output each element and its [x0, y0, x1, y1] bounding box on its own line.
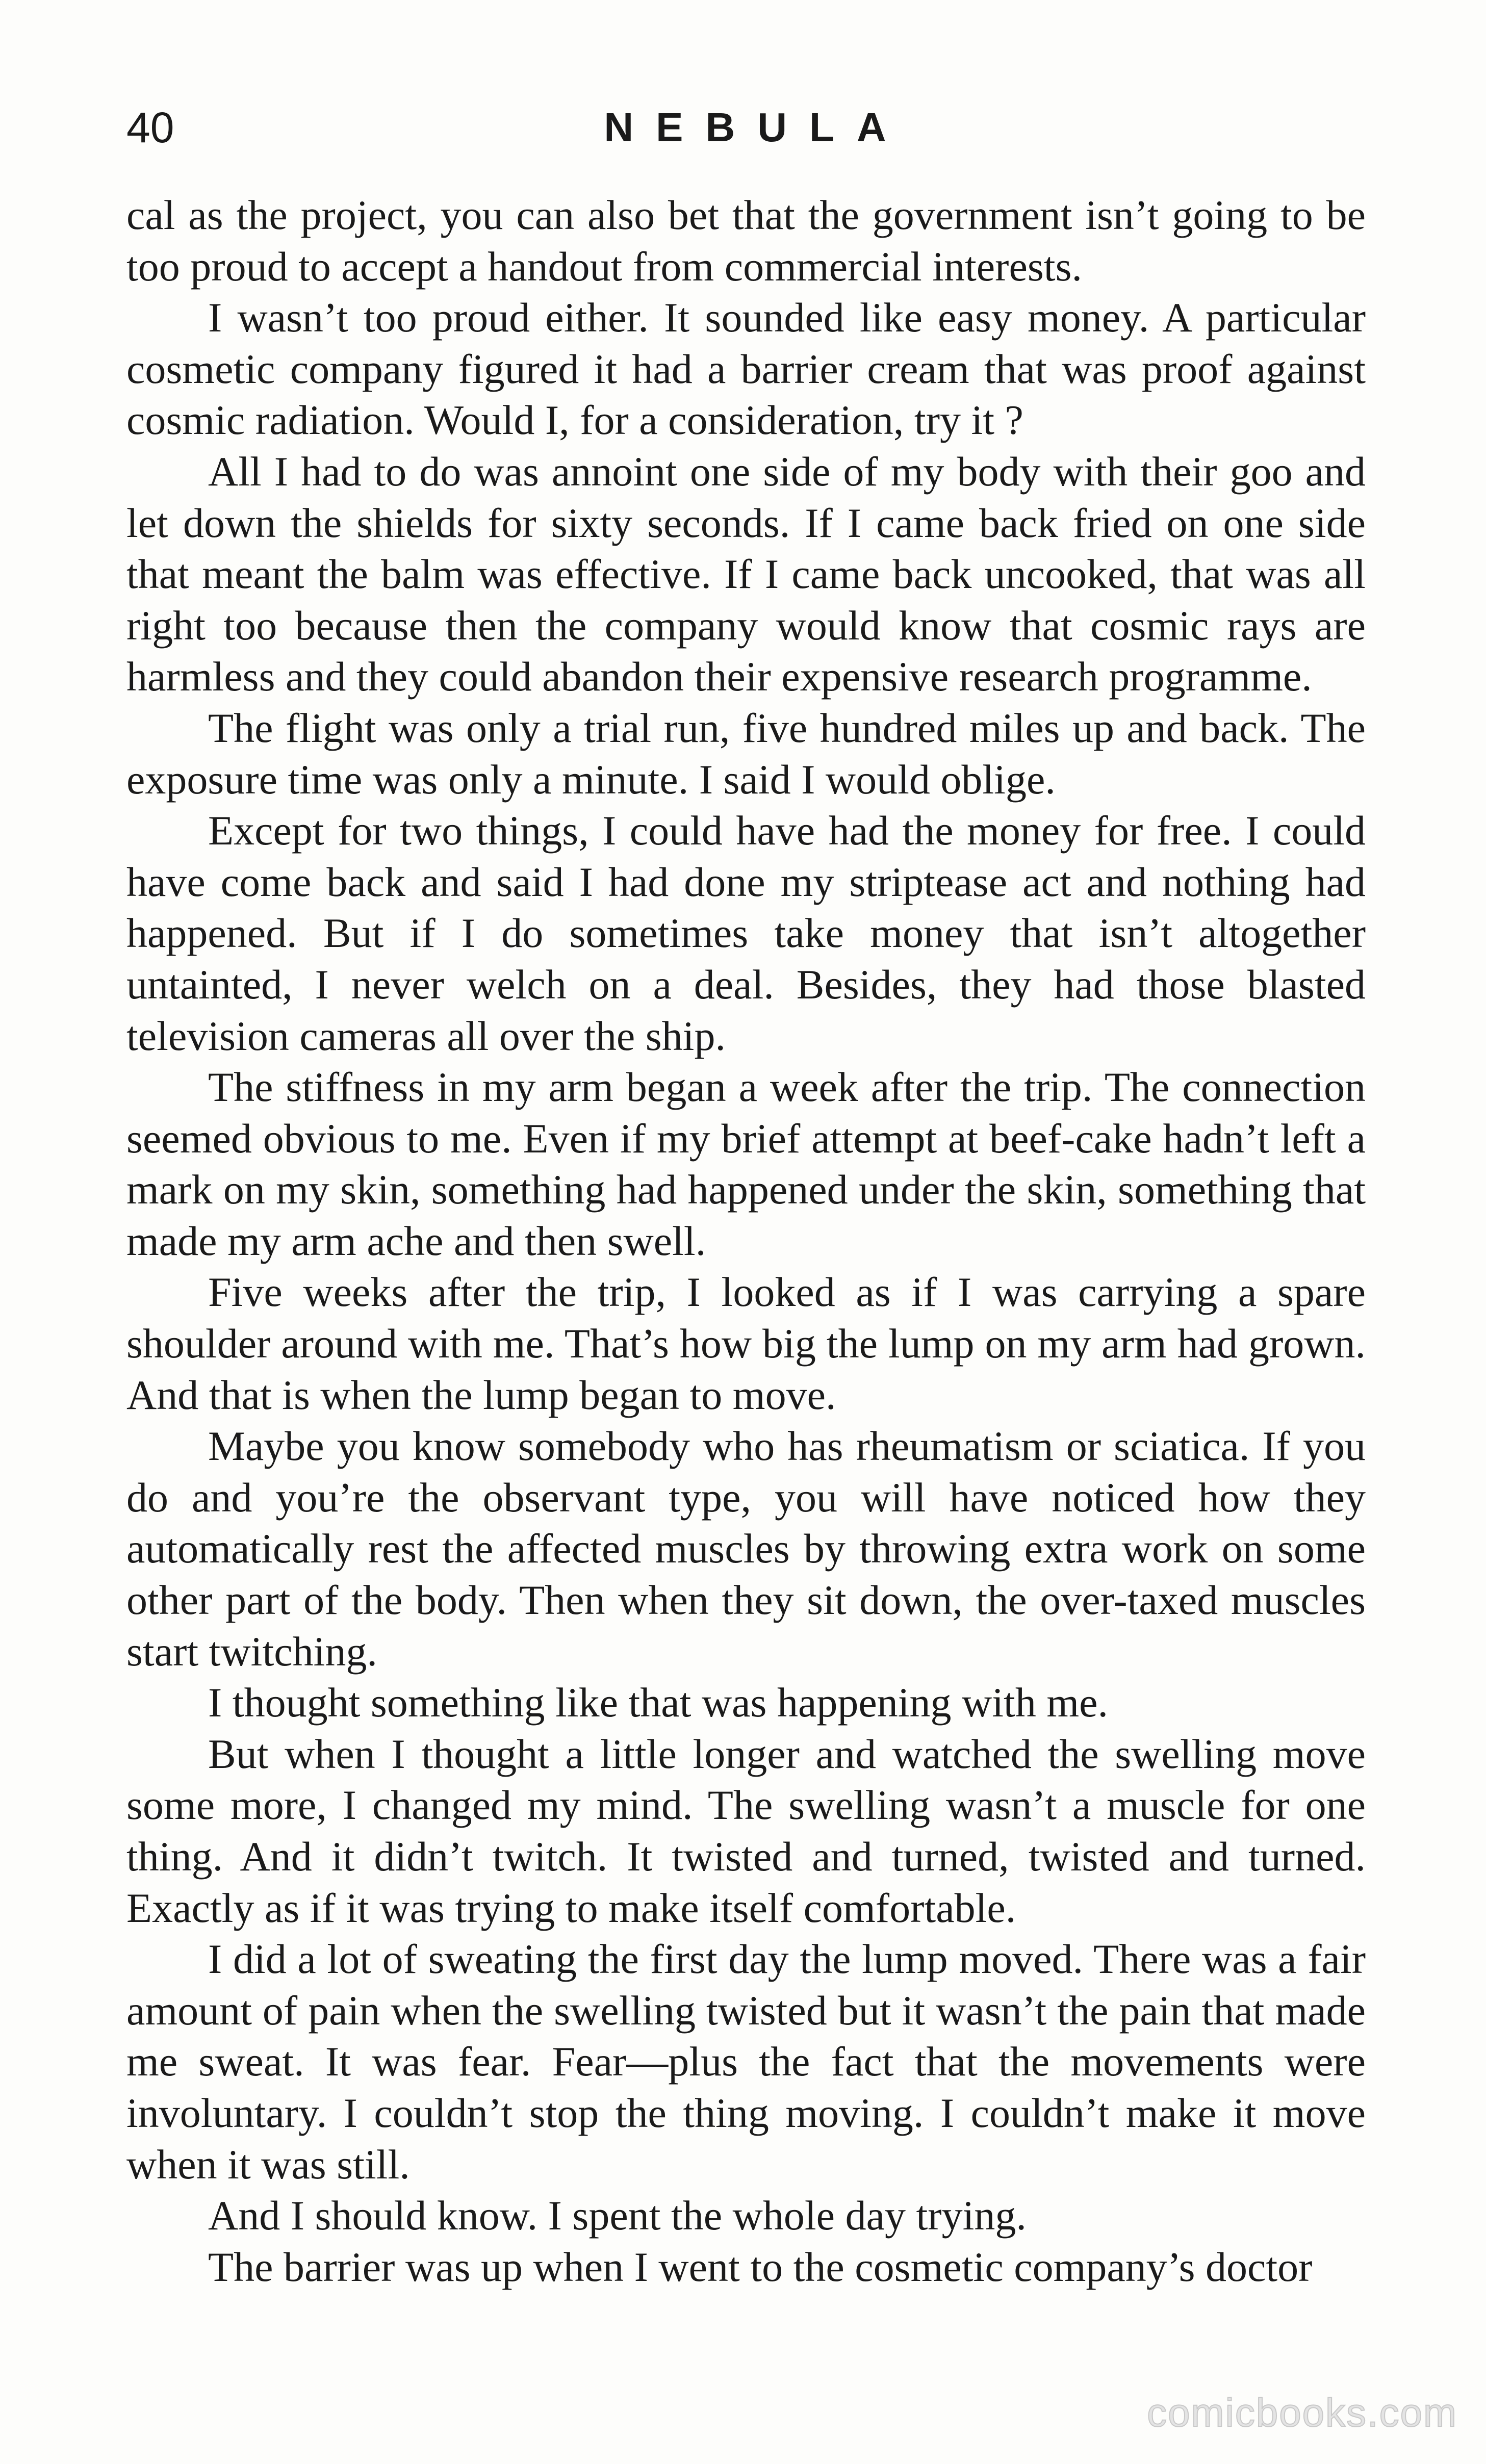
body-text	[126, 190, 1366, 2293]
paragraph: Five weeks after the trip, I looked as if I was carrying a spare shoulder around with me. That’s how big the lump on my arm had grown. And that is when the lump began to move.	[126, 1269, 1366, 1418]
page-number: 40	[126, 104, 174, 151]
paragraph: Except for two things, I could have had the money for free. I could have come back and said I had done my striptease act and nothing had happened. But if I do sometimes take money that isn’t altogether untainted, I never welch on a deal. Besides, they had those blasted television cameras all over the ship.	[126, 807, 1366, 1059]
watermark: comicbooks.com	[1147, 2390, 1457, 2435]
paragraph: The flight was only a trial run, five hundred miles up and back. The exposure time was only a minute. I said I would oblige.	[126, 704, 1366, 803]
paragraph: But when I thought a little longer and watched the swelling move some more, I changed my mind. The swelling wasn’t a muscle for one thing. And it didn’t twitch. It twisted and turned, twisted and turned. Exactly as if it was trying to make itself comfortable.	[126, 1730, 1366, 1931]
paragraph: Maybe you know somebody who has rheumatism or sciatica. If you do and you’re the observant type, you will have noticed how they automatically rest the affected muscles by throwing extra work on some other part of the body. Then when they sit down, the over-taxed muscles start twitching.	[126, 1423, 1366, 1675]
paragraph: I thought something like that was happening with me.	[208, 1679, 1109, 1726]
paragraph: And I should know. I spent the whole day trying.	[208, 2192, 1027, 2239]
paragraph: The barrier was up when I went to the cosmetic company’s doctor	[208, 2243, 1313, 2290]
paragraph: All I had to do was annoint one side of my body with their goo and let down the shields for sixty seconds. If I came back fried on one side that meant the balm was effective. If I came back uncooked, that was all right too because then the company would know that cosmic rays are harmless and they could abandon their expensive research programme.	[126, 448, 1366, 700]
paragraph: I did a lot of sweating the first day the lump moved. There was a fair amount of pain when the swelling twisted but it wasn’t the pain that made me sweat. It was fear. Fear—plus the fact that the movements were involuntary. I couldn’t stop the thing moving. I couldn’t make it move when it was still.	[126, 1936, 1366, 2188]
paragraph: cal as the project, you can also bet that the government isn’t going to be too proud to accept a handout from commercial interests.	[126, 192, 1366, 290]
paragraph: The stiffness in my arm began a week after the trip. The connection seemed obvious to me. Even if my brief attempt at beef-cake hadn’t left a mark on my skin, something had happened under the skin, something that made my arm ache and then swell.	[126, 1064, 1366, 1264]
running-title: NEBULA	[604, 105, 909, 150]
page-header	[126, 97, 1366, 158]
paragraph: I wasn’t too proud either. It sounded like easy money. A particular cosmetic company figured it had a barrier cream that was proof against cosmic radiation. Would I, for a consideration, try it ?	[126, 294, 1366, 444]
